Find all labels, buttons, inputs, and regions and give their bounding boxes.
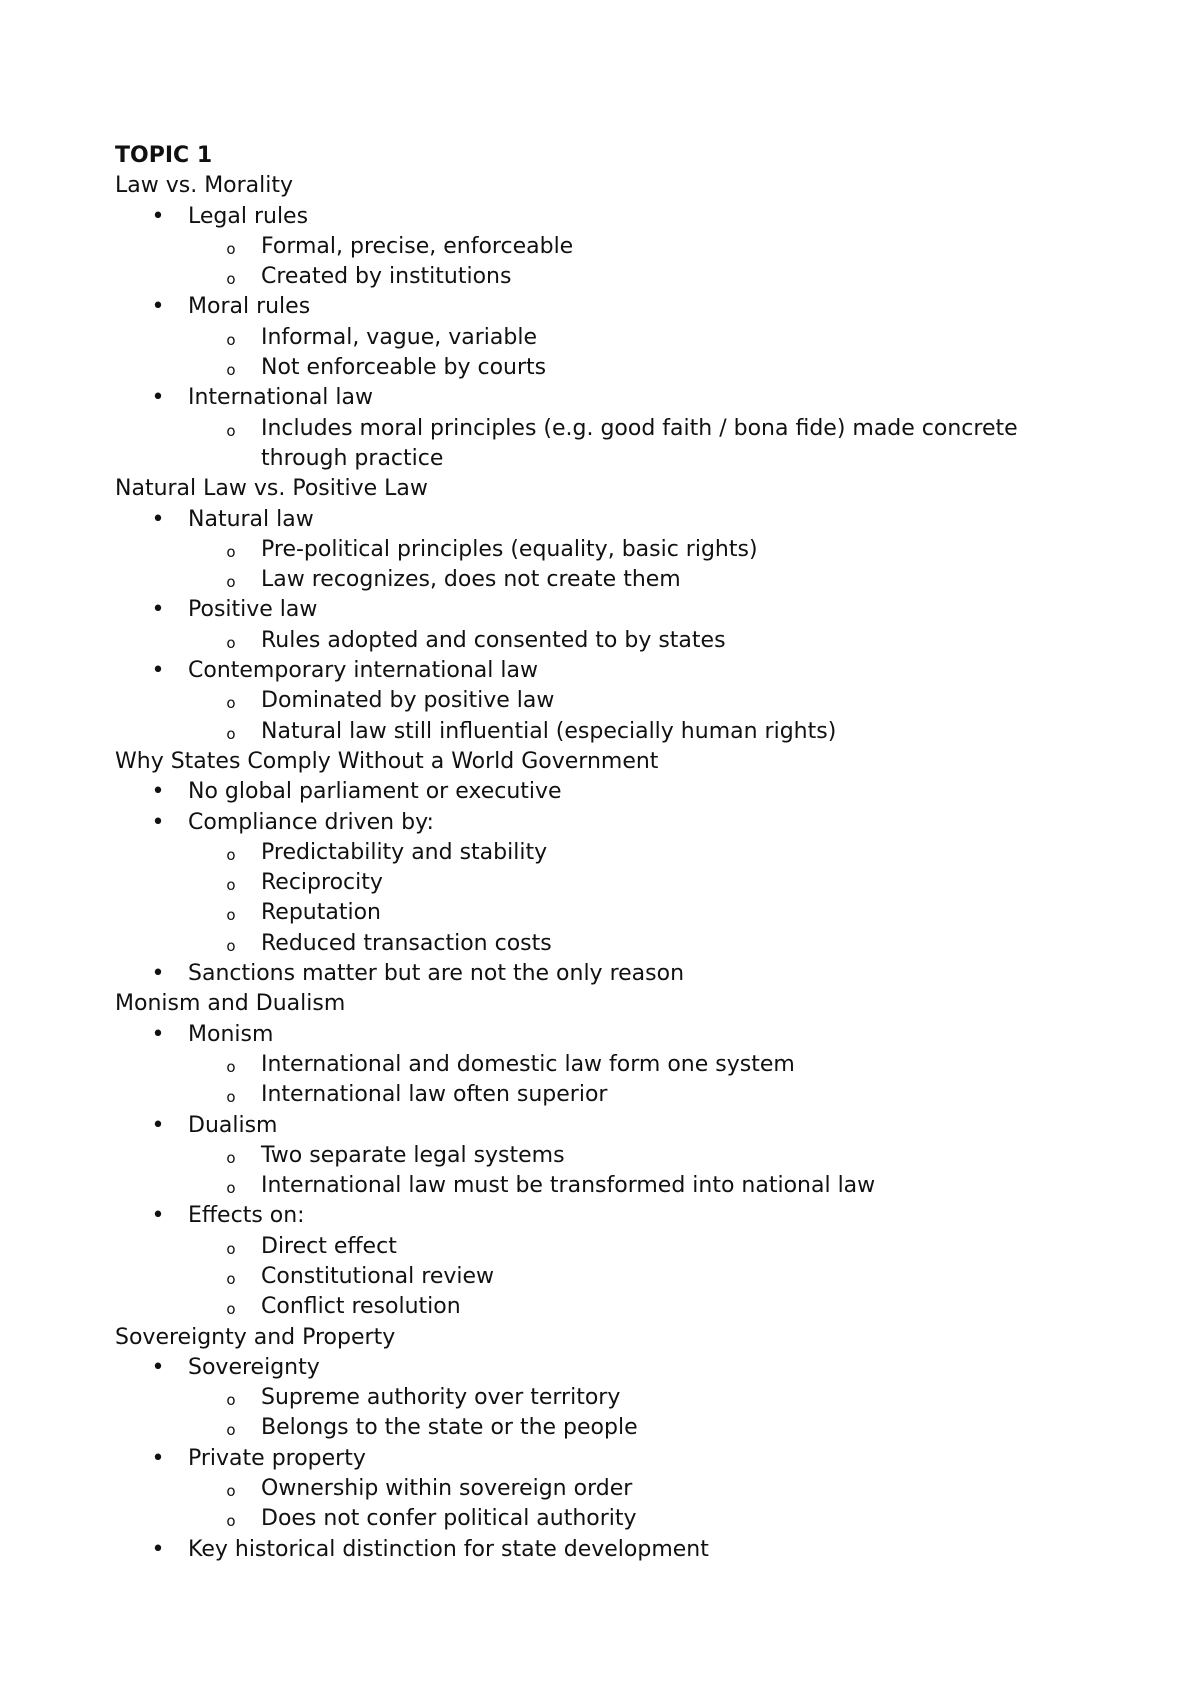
bullet-list xyxy=(115,505,1075,747)
bullet-icon: • xyxy=(151,1112,165,1138)
sub-list-item xyxy=(188,1413,1075,1443)
list-item xyxy=(115,595,1075,656)
list-item-text: Sanctions matter but are not the only reason xyxy=(188,961,685,987)
sub-list-item-text: Ownership within sovereign order xyxy=(261,1476,633,1502)
sub-bullet-list xyxy=(188,232,1075,293)
list-item xyxy=(115,656,1075,747)
sub-bullet-list xyxy=(188,686,1075,747)
list-item-text: Monism xyxy=(188,1021,274,1047)
circle-bullet-icon: o xyxy=(226,724,236,743)
sub-list-item-text: Conflict resolution xyxy=(261,1294,461,1320)
document-title: TOPIC 1 xyxy=(115,143,213,168)
sub-list-item xyxy=(188,262,1075,292)
sub-list-item-text: Reputation xyxy=(261,900,381,926)
list-item-text: Positive law xyxy=(188,597,318,623)
sub-list-item xyxy=(188,1232,1075,1262)
sub-list-item-text: Supreme authority over territory xyxy=(261,1385,621,1411)
sub-list-item-text: Dominated by positive law xyxy=(261,688,555,714)
list-item-text: Moral rules xyxy=(188,294,311,320)
sub-list-item-text: Rules adopted and consented to by states xyxy=(261,627,726,653)
sub-list-item-text: Reduced transaction costs xyxy=(261,930,552,956)
bullet-icon: • xyxy=(151,779,165,805)
list-item xyxy=(115,383,1075,474)
list-item xyxy=(115,959,1075,989)
list-item xyxy=(115,202,1075,293)
bullet-icon: • xyxy=(151,961,165,987)
circle-bullet-icon: o xyxy=(226,330,236,349)
bullet-icon: • xyxy=(151,1021,165,1047)
bullet-list xyxy=(115,777,1075,989)
sub-bullet-list xyxy=(188,323,1075,384)
sub-list-item xyxy=(188,1080,1075,1110)
document-body xyxy=(115,141,1075,1565)
circle-bullet-icon: o xyxy=(226,421,236,440)
list-item xyxy=(115,505,1075,596)
sub-list-item xyxy=(188,1292,1075,1322)
sub-list-item-text: Belongs to the state or the people xyxy=(261,1415,638,1441)
circle-bullet-icon: o xyxy=(226,1057,236,1076)
circle-bullet-icon: o xyxy=(226,1482,236,1501)
circle-bullet-icon: o xyxy=(226,1512,236,1531)
sub-list-item xyxy=(188,1474,1075,1504)
bullet-icon: • xyxy=(151,385,165,411)
sub-list-item xyxy=(188,535,1075,565)
bullet-icon: • xyxy=(151,809,165,835)
bullet-icon: • xyxy=(151,1354,165,1380)
circle-bullet-icon: o xyxy=(226,845,236,864)
section xyxy=(115,474,1075,747)
sub-bullet-list xyxy=(188,414,1075,475)
sub-bullet-list xyxy=(188,1474,1075,1535)
list-item-text: Natural law xyxy=(188,506,314,532)
circle-bullet-icon: o xyxy=(226,1300,236,1319)
sub-bullet-list xyxy=(188,626,1075,656)
sub-list-item-text: International law must be transformed into national law xyxy=(261,1173,876,1199)
sub-list-item-text: Not enforceable by courts xyxy=(261,355,547,381)
list-item xyxy=(115,1201,1075,1322)
circle-bullet-icon: o xyxy=(226,906,236,925)
sub-list-item-text: International and domestic law form one system xyxy=(261,1051,795,1077)
sub-list-item xyxy=(188,1050,1075,1080)
bullet-list xyxy=(115,1353,1075,1565)
sub-list-item xyxy=(188,1504,1075,1534)
section xyxy=(115,747,1075,989)
list-item-text: Dualism xyxy=(188,1112,278,1138)
sub-bullet-list xyxy=(188,535,1075,596)
list-item xyxy=(115,777,1075,807)
list-item-text: Contemporary international law xyxy=(188,658,538,684)
sub-bullet-list xyxy=(188,1232,1075,1323)
circle-bullet-icon: o xyxy=(226,270,236,289)
section xyxy=(115,1323,1075,1565)
bullet-icon: • xyxy=(151,658,165,684)
sub-list-item xyxy=(188,1262,1075,1292)
list-item-text: Private property xyxy=(188,1445,366,1471)
circle-bullet-icon: o xyxy=(226,1179,236,1198)
list-item xyxy=(115,1353,1075,1444)
sub-bullet-list xyxy=(188,1141,1075,1202)
list-item xyxy=(115,292,1075,383)
list-item xyxy=(115,808,1075,959)
sub-list-item xyxy=(188,1171,1075,1201)
section-heading: Law vs. Morality xyxy=(115,173,294,199)
sub-list-item-text: Reciprocity xyxy=(261,870,383,896)
sub-list-item-text: Pre-political principles (equality, basic rights) xyxy=(261,536,758,562)
bullet-list xyxy=(115,202,1075,475)
list-item-text: Effects on: xyxy=(188,1203,305,1229)
circle-bullet-icon: o xyxy=(226,633,236,652)
section-heading: Monism and Dualism xyxy=(115,991,346,1017)
bullet-list xyxy=(115,1020,1075,1323)
sub-list-item-text: Two separate legal systems xyxy=(261,1142,565,1168)
sub-list-item xyxy=(188,838,1075,868)
sub-list-item-text: Predictability and stability xyxy=(261,839,548,865)
sub-list-item xyxy=(188,353,1075,383)
list-item-text: Legal rules xyxy=(188,203,309,229)
circle-bullet-icon: o xyxy=(226,361,236,380)
sub-list-item xyxy=(188,232,1075,262)
circle-bullet-icon: o xyxy=(226,936,236,955)
circle-bullet-icon: o xyxy=(226,573,236,592)
sub-bullet-list xyxy=(188,838,1075,959)
circle-bullet-icon: o xyxy=(226,876,236,895)
section-heading: Sovereignty and Property xyxy=(115,1324,396,1350)
bullet-icon: • xyxy=(151,203,165,229)
sub-list-item xyxy=(188,1141,1075,1171)
list-item-text: International law xyxy=(188,385,373,411)
sub-list-item-text: Does not confer political authority xyxy=(261,1506,637,1532)
sub-list-item-text: Constitutional review xyxy=(261,1263,495,1289)
section xyxy=(115,171,1075,474)
sub-list-item-text: Created by institutions xyxy=(261,264,512,290)
bullet-icon: • xyxy=(151,294,165,320)
sub-list-item-text: Includes moral principles (e.g. good faith / bona fide) made concrete through practice xyxy=(261,415,1018,471)
list-item-text: Key historical distinction for state development xyxy=(188,1536,709,1562)
circle-bullet-icon: o xyxy=(226,694,236,713)
sub-list-item xyxy=(188,686,1075,716)
list-item xyxy=(115,1444,1075,1535)
sub-list-item-text: Formal, precise, enforceable xyxy=(261,233,574,259)
sub-list-item xyxy=(188,626,1075,656)
circle-bullet-icon: o xyxy=(226,542,236,561)
sub-list-item-text: Direct effect xyxy=(261,1233,397,1259)
section-heading: Why States Comply Without a World Government xyxy=(115,748,659,774)
sub-list-item xyxy=(188,717,1075,747)
sub-list-item xyxy=(188,1383,1075,1413)
sub-list-item xyxy=(188,565,1075,595)
list-item xyxy=(115,1020,1075,1111)
list-item-text: No global parliament or executive xyxy=(188,779,562,805)
sub-list-item xyxy=(188,929,1075,959)
circle-bullet-icon: o xyxy=(226,1391,236,1410)
circle-bullet-icon: o xyxy=(226,1239,236,1258)
sub-list-item-text: Natural law still influential (especially human rights) xyxy=(261,718,837,744)
circle-bullet-icon: o xyxy=(226,1148,236,1167)
circle-bullet-icon: o xyxy=(226,1088,236,1107)
list-item xyxy=(115,1535,1075,1565)
bullet-icon: • xyxy=(151,1445,165,1471)
sub-list-item xyxy=(188,898,1075,928)
bullet-icon: • xyxy=(151,597,165,623)
sub-list-item-text: Informal, vague, variable xyxy=(261,324,537,350)
sub-bullet-list xyxy=(188,1050,1075,1111)
circle-bullet-icon: o xyxy=(226,1269,236,1288)
section xyxy=(115,989,1075,1322)
sub-list-item-text: Law recognizes, does not create them xyxy=(261,567,681,593)
sub-bullet-list xyxy=(188,1383,1075,1444)
circle-bullet-icon: o xyxy=(226,239,236,258)
sub-list-item xyxy=(188,323,1075,353)
circle-bullet-icon: o xyxy=(226,1421,236,1440)
bullet-icon: • xyxy=(151,1536,165,1562)
sub-list-item xyxy=(188,414,1075,475)
list-item-text: Sovereignty xyxy=(188,1354,320,1380)
bullet-icon: • xyxy=(151,506,165,532)
list-item xyxy=(115,1111,1075,1202)
section-heading: Natural Law vs. Positive Law xyxy=(115,476,428,502)
sections-container xyxy=(115,171,1075,1565)
sub-list-item-text: International law often superior xyxy=(261,1082,608,1108)
sub-list-item xyxy=(188,868,1075,898)
bullet-icon: • xyxy=(151,1203,165,1229)
list-item-text: Compliance driven by: xyxy=(188,809,434,835)
